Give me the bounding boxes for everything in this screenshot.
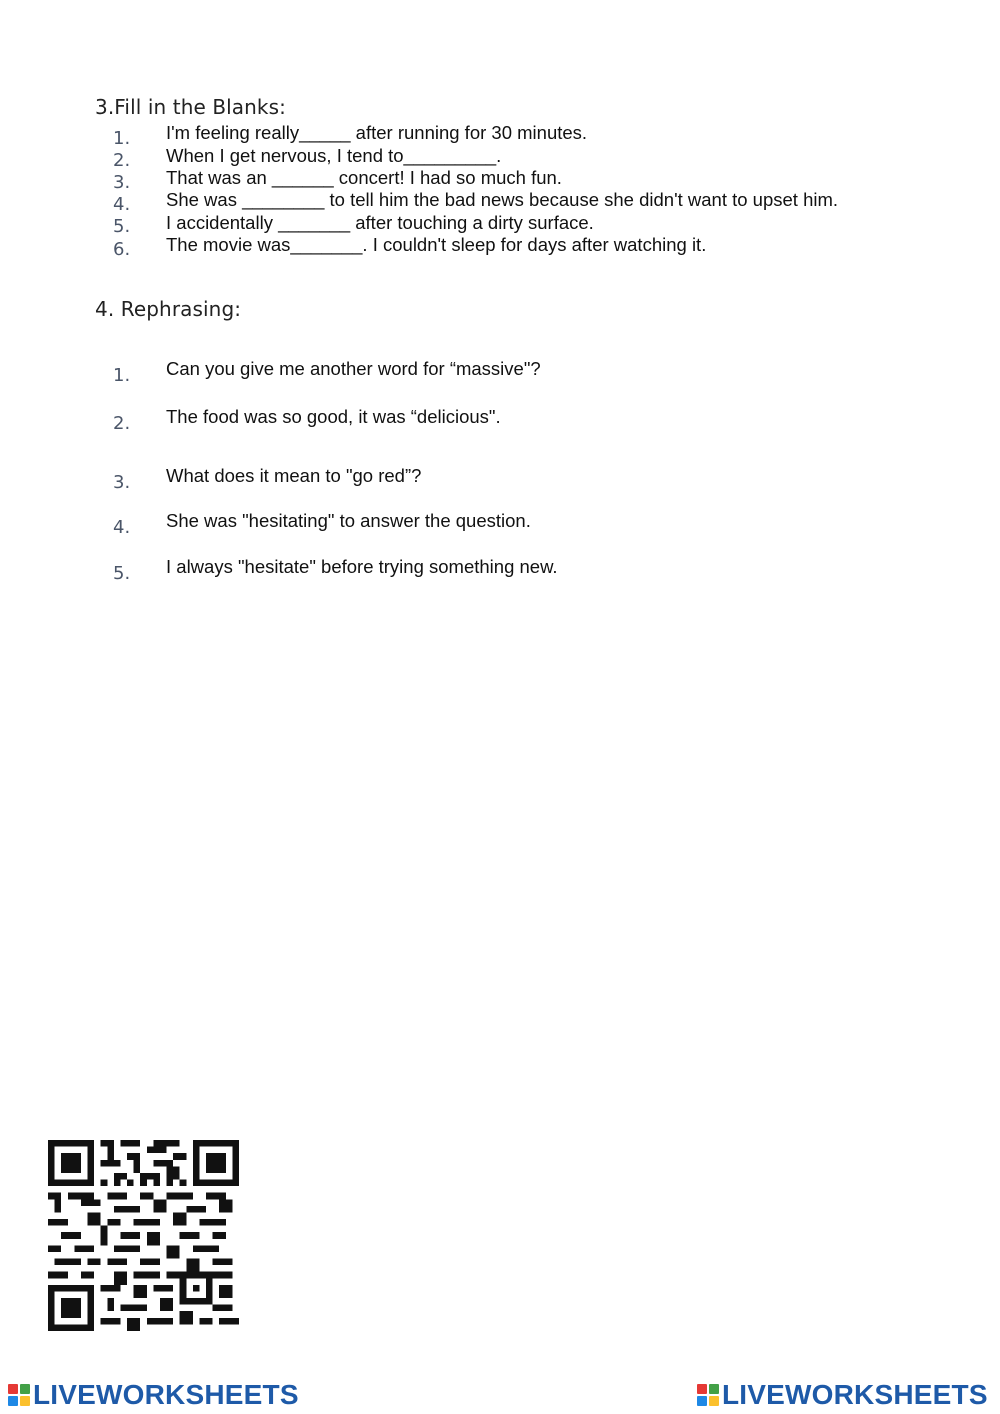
liveworksheets-logo-left	[8, 1378, 299, 1412]
item-text: I'm feeling really_____ after running for 30 minutes.	[166, 122, 588, 143]
liveworksheets-logo-icon	[8, 1384, 30, 1406]
item-text: That was an ______ concert! I had so much fun.	[166, 167, 562, 188]
item-number: 2.	[113, 150, 131, 171]
item-text: The food was so good, it was “delicious".	[166, 406, 501, 427]
list-item	[0, 512, 1000, 536]
section-4-title: 4. Rephrasing:	[95, 297, 242, 321]
liveworksheets-logo-icon	[697, 1384, 719, 1406]
logo-square-red	[8, 1384, 18, 1394]
list-item	[0, 167, 1000, 191]
list-item	[0, 234, 1000, 258]
item-number: 4.	[113, 517, 131, 538]
item-text: The movie was_______. I couldn't sleep for days after watching it.	[166, 234, 707, 255]
list-item	[0, 558, 1000, 582]
list-item	[0, 212, 1000, 236]
item-number: 3.	[113, 472, 131, 493]
item-text: When I get nervous, I tend to_________.	[166, 145, 502, 166]
item-text: Can you give me another word for “massive"?	[166, 358, 541, 379]
list-item	[0, 189, 1000, 213]
section-3-title: 3.Fill in the Blanks:	[95, 95, 286, 119]
list-item	[0, 467, 1000, 491]
logo-square-blue	[697, 1396, 707, 1406]
item-number: 6.	[113, 239, 131, 260]
qr-code	[48, 1140, 239, 1331]
list-item	[0, 145, 1000, 169]
item-text: She was ________ to tell him the bad news because she didn't want to upset him.	[166, 189, 839, 210]
item-number: 1.	[113, 365, 131, 386]
item-number: 3.	[113, 172, 131, 193]
item-number: 2.	[113, 413, 131, 434]
liveworksheets-logo-right	[697, 1378, 988, 1412]
item-text: She was "hesitating" to answer the question.	[166, 510, 531, 531]
item-number: 4.	[113, 194, 131, 215]
brand-name: LIVEWORKSHEETS	[722, 1379, 988, 1410]
logo-square-yellow	[20, 1396, 30, 1406]
brand-name: LIVEWORKSHEETS	[33, 1379, 299, 1410]
list-item	[0, 122, 1000, 149]
item-text: I accidentally _______ after touching a dirty surface.	[166, 212, 594, 233]
item-number: 1.	[113, 128, 131, 149]
list-item	[0, 408, 1000, 432]
logo-square-green	[709, 1384, 719, 1394]
logo-square-yellow	[709, 1396, 719, 1406]
list-item	[0, 360, 1000, 384]
item-text: What does it mean to "go red”?	[166, 465, 422, 486]
logo-square-blue	[8, 1396, 18, 1406]
item-number: 5.	[113, 216, 131, 237]
logo-square-green	[20, 1384, 30, 1394]
item-number: 5.	[113, 563, 131, 584]
logo-square-red	[697, 1384, 707, 1394]
item-text: I always "hesitate" before trying something new.	[166, 556, 558, 577]
